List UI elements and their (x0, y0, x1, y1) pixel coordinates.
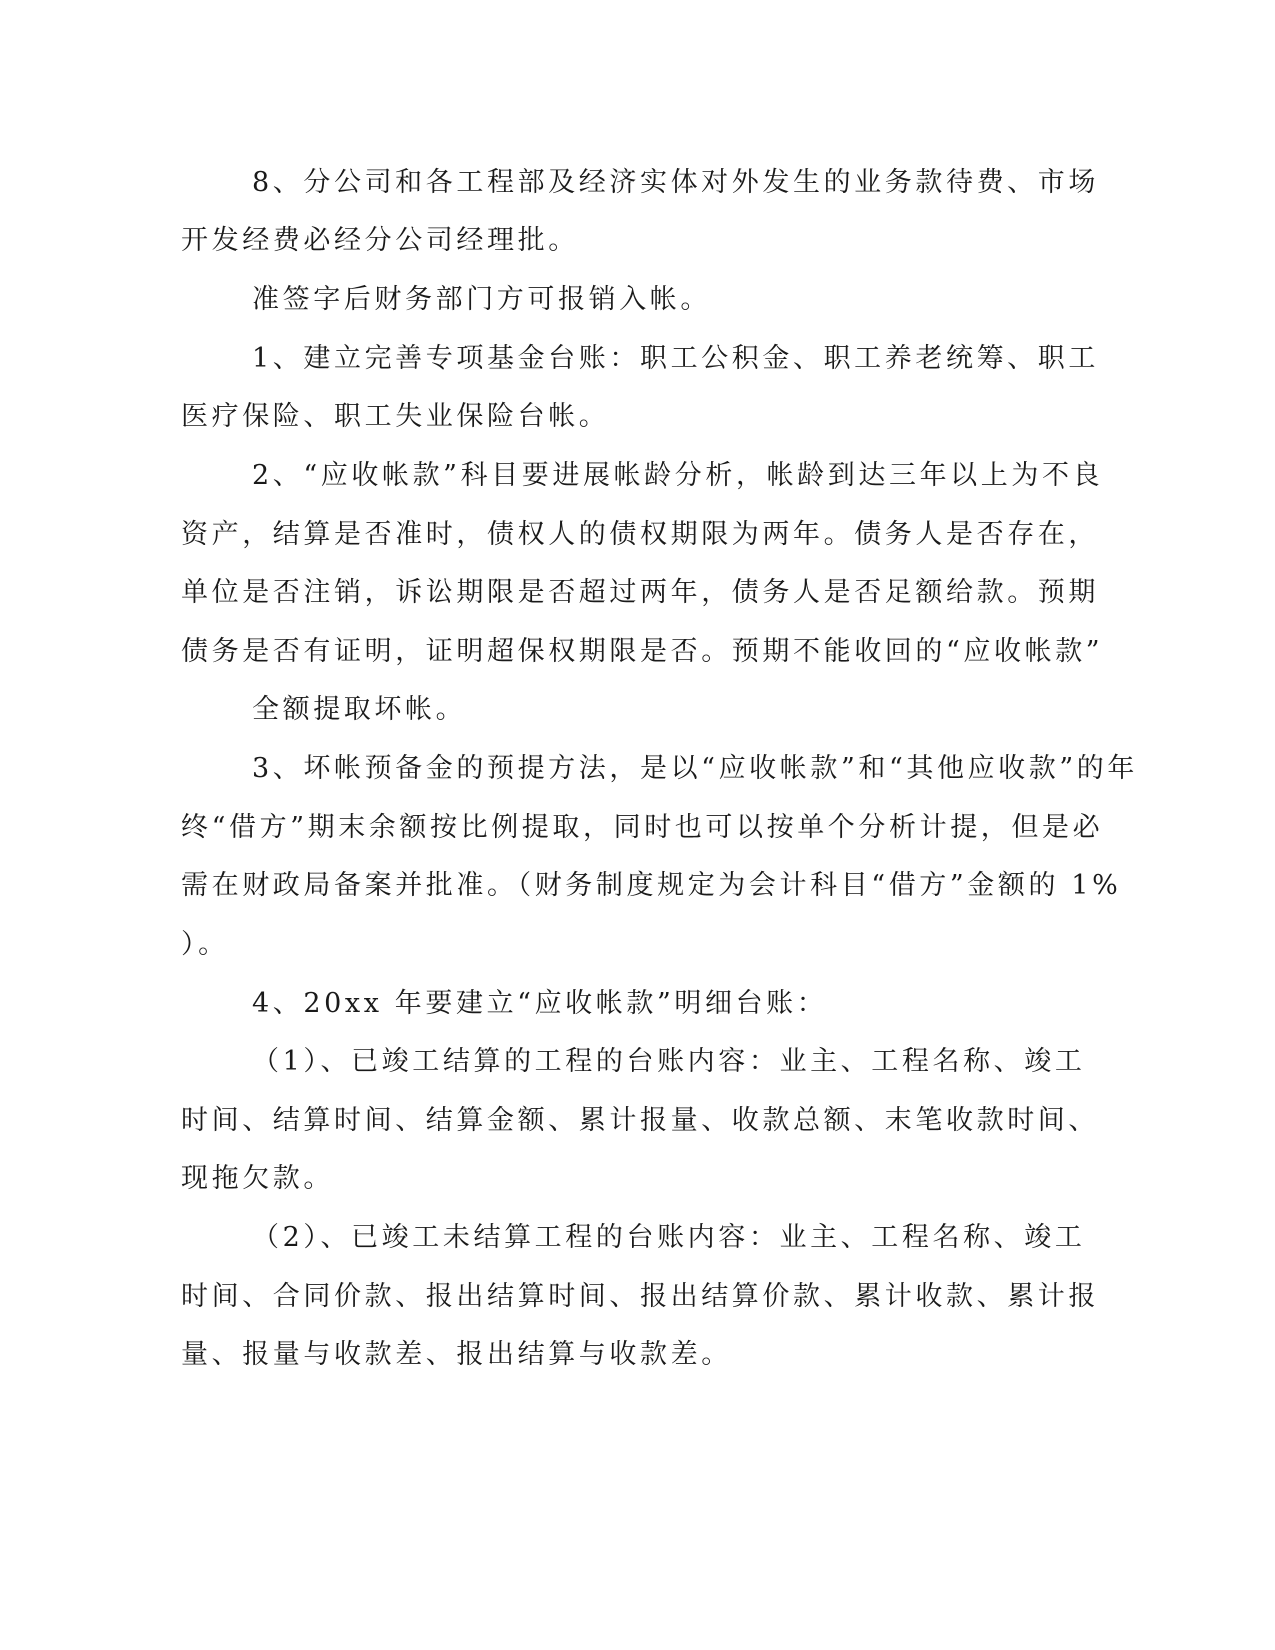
item-4-2-line-2: 时间、合同价款、报出结算时间、报出结算价款、累计收款、累计报 (181, 1281, 1099, 1312)
item-4-1-line-2: 时间、结算时间、结算金额、累计报量、收款总额、末笔收款时间、 (181, 1105, 1099, 1136)
item-3-line-4: ）。 (181, 929, 229, 960)
paragraph-8-line-2: 开发经费必经分公司经理批。 (181, 225, 579, 256)
approval-note-line: 准签字后财务部门方可报销入帐。 (252, 284, 711, 315)
item-2-line-1: 2、“应收帐款”科目要进展帐龄分析，帐龄到达三年以上为不良 (252, 460, 1104, 491)
item-3-line-2: 终“借方”期末余额按比例提取，同时也可以按单个分析计提，但是必 (181, 812, 1104, 843)
paragraph-8-line-1: 8、分公司和各工程部及经济实体对外发生的业务款待费、市场 (252, 167, 1099, 198)
item-2-line-2: 资产，结算是否准时，债权人的债权期限为两年。债务人是否存在， (181, 519, 1099, 550)
item-2-line-5: 全额提取坏帐。 (252, 694, 467, 725)
item-4-1-line-1: （1）、已竣工结算的工程的台账内容：业主、工程名称、竣工 (252, 1046, 1086, 1077)
item-2-line-4: 债务是否有证明，证明超保权期限是否。预期不能收回的“应收帐款” (181, 636, 1104, 667)
item-4-line-1: 4、20xx 年要建立“应收帐款”明细台账： (252, 988, 828, 1019)
item-4-2-line-1: （2）、已竣工未结算工程的台账内容：业主、工程名称、竣工 (252, 1222, 1086, 1253)
item-1-line-1: 1、建立完善专项基金台账：职工公积金、职工养老统筹、职工 (252, 343, 1099, 374)
item-2-line-3: 单位是否注销，诉讼期限是否超过两年，债务人是否足额给款。预期 (181, 577, 1099, 608)
item-3-line-1: 3、坏帐预备金的预提方法，是以“应收帐款”和“其他应收款”的年 (252, 753, 1138, 784)
item-1-line-2: 医疗保险、职工失业保险台帐。 (181, 401, 610, 432)
item-4-1-line-3: 现拖欠款。 (181, 1163, 334, 1194)
item-3-line-3: 需在财政局备案并批准。（财务制度规定为会计科目“借方”金额的 1% (181, 870, 1122, 901)
item-4-2-line-3: 量、报量与收款差、报出结算与收款差。 (181, 1339, 732, 1370)
